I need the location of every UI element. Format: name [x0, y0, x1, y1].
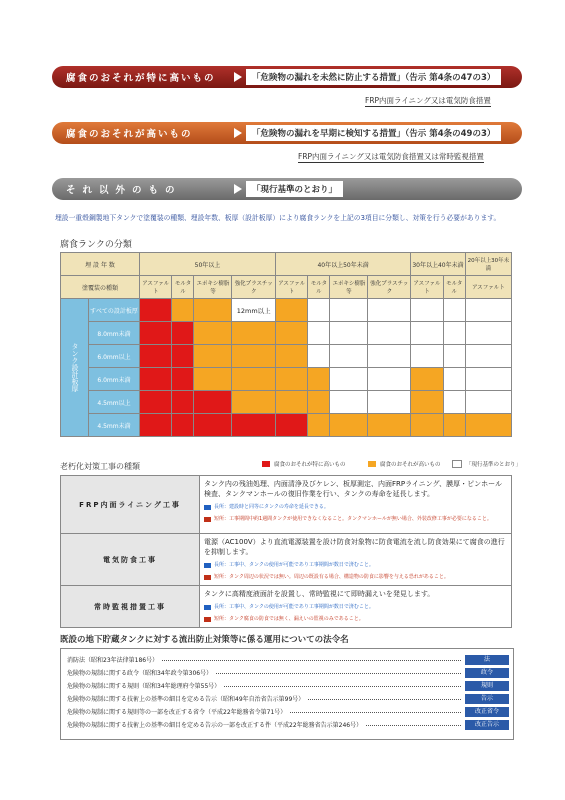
rank-cell — [411, 345, 443, 368]
law-text: 危険物の規制に関する規則等の一部を改正する省令（平成22年総務省令第71号） — [67, 709, 287, 716]
rank-cell — [194, 345, 232, 368]
rank-cell — [368, 299, 411, 322]
rank-cell — [172, 345, 194, 368]
rank-cell — [275, 299, 307, 322]
rank-band-sub: FRP内面ライニング又は電気防食措置又は常時監視措置 — [298, 152, 484, 161]
law-item — [61, 666, 513, 679]
rank-cell — [140, 322, 172, 345]
rank-cell — [465, 322, 511, 345]
measure-desc: タンクに高精度液面計を設置し、常時監視にて即時漏えいを発見します。 — [204, 590, 435, 598]
rank-cell — [140, 345, 172, 368]
year-header-label: 埋 設 年 数 — [61, 253, 140, 276]
leader-dots — [366, 724, 461, 726]
rank-cell — [330, 322, 368, 345]
law-item — [61, 718, 513, 731]
rank-cell — [140, 414, 172, 437]
rank-cell — [308, 322, 330, 345]
pro-icon — [204, 563, 211, 568]
rank-cell — [411, 414, 443, 437]
coat-header: モルタル — [443, 276, 465, 299]
rank-cell — [411, 299, 443, 322]
measure-desc: 電源（AC100V）より直流電源装置を設け防食対象物に防食電流を流し防食効果にて腐食の進行を抑制します。 — [204, 538, 505, 556]
row-label: 8.0mm未満 — [89, 322, 140, 345]
section-title-laws: 既設の地下貯蔵タンクに対する流出防止対策等に係る運用についての法令名 — [60, 635, 349, 645]
rank-cell — [308, 345, 330, 368]
coat-header: 強化プラスチック — [232, 276, 276, 299]
intro-text: 埋設一重殻鋼製地下タンクで塗覆装の種類、埋設年数、板厚（設計板厚）により腐食ランクを上記の3項目に分類し、対策を行う必要があります。 — [55, 214, 501, 222]
legend-item-red — [262, 460, 346, 468]
measure-pro: 長所：工事中、タンクの使用が可能であり工事期間が数日で済むこと。 — [214, 604, 374, 610]
rank-cell — [411, 368, 443, 391]
section-title-rank: 腐食ランクの分類 — [60, 240, 132, 250]
rank-band-high — [52, 122, 522, 144]
rank-cell — [368, 322, 411, 345]
measure-con: 短所：タンク腐食の防食では無く、漏えいの監視のみであること。 — [214, 616, 364, 622]
law-text: 危険物の規制に関する政令（昭和34年政令第306号） — [67, 670, 213, 677]
legend-item-white — [452, 460, 521, 468]
measure-pro: 長所：工事中、タンクの使用が可能であり工事期間が数日で済むこと。 — [214, 562, 374, 568]
laws-list — [60, 648, 514, 740]
rank-table — [60, 252, 512, 437]
rank-cell — [194, 391, 232, 414]
rank-cell — [368, 368, 411, 391]
rank-cell — [443, 322, 465, 345]
coat-header-label: 塗覆装の種類 — [61, 276, 140, 299]
rank-cell — [172, 414, 194, 437]
law-tag: 法 — [465, 655, 509, 665]
pro-icon — [204, 605, 211, 610]
section-title-measures: 老朽化対策工事の種類 — [60, 462, 140, 471]
coat-header: 強化プラスチック — [368, 276, 411, 299]
rank-cell — [330, 345, 368, 368]
rank-row — [61, 299, 512, 322]
law-item — [61, 692, 513, 705]
rank-cell — [368, 345, 411, 368]
law-tag: 規則 — [465, 681, 509, 691]
law-tag: 告示 — [465, 694, 509, 704]
measure-pro: 長所：建設時と同等にタンクの寿命を延長できる。 — [214, 504, 329, 510]
rank-band-measure: 「危険物の漏れを未然に防止する措置」（告示 第4条の47の3） — [246, 69, 501, 85]
legend-label: 腐食のおそれが特に高いもの — [274, 462, 346, 468]
rank-band-label: 腐食のおそれが特に高いもの — [66, 73, 216, 84]
law-tag: 改正告示 — [465, 720, 509, 730]
measure-row — [61, 476, 512, 534]
legend-swatch — [368, 461, 376, 467]
measure-name: 電気防食工事 — [61, 534, 200, 586]
rank-row — [61, 368, 512, 391]
rank-band-label: 腐食のおそれが高いもの — [66, 129, 193, 140]
rank-cell — [443, 299, 465, 322]
rank-band-label: それ以外のもの — [66, 185, 182, 196]
rank-cell — [368, 391, 411, 414]
rank-cell — [194, 322, 232, 345]
rank-cell — [232, 345, 276, 368]
rank-cell — [140, 391, 172, 414]
legend-item-orange — [368, 460, 441, 468]
leader-dots — [308, 698, 461, 700]
rank-cell — [172, 368, 194, 391]
rank-cell — [232, 322, 276, 345]
law-text: 消防法（昭和23年法律第186号） — [67, 657, 159, 664]
year-header: 50年以上 — [140, 253, 276, 276]
rank-cell — [465, 299, 511, 322]
coat-header: エポキシ樹脂等 — [194, 276, 232, 299]
rank-cell — [275, 368, 307, 391]
rank-cell — [140, 299, 172, 322]
row-label: 4.5mm未満 — [89, 414, 140, 437]
rank-cell — [308, 414, 330, 437]
pro-icon — [204, 505, 211, 510]
law-tag: 改正省令 — [465, 707, 509, 717]
rank-cell — [443, 368, 465, 391]
law-item — [61, 705, 513, 718]
legend-swatch — [452, 460, 462, 468]
rank-row — [61, 391, 512, 414]
rank-cell — [275, 414, 307, 437]
measure-row — [61, 586, 512, 628]
arrow-right-icon — [234, 128, 242, 138]
coat-header: モルタル — [308, 276, 330, 299]
rank-cell: 12mm以上 — [232, 299, 276, 322]
rank-cell — [194, 368, 232, 391]
row-label: 6.0mm以上 — [89, 345, 140, 368]
con-icon — [204, 575, 211, 580]
rank-cell — [232, 368, 276, 391]
measure-row — [61, 534, 512, 586]
rank-cell — [275, 345, 307, 368]
legend-label: 腐食のおそれが高いもの — [380, 462, 441, 468]
rank-cell — [308, 391, 330, 414]
coat-header: アスファルト — [411, 276, 443, 299]
measure-con: 短所：タンク周辺の状況では無い。周辺の既設有る場合、構造物の防食に影響を与える恐れがあること。 — [214, 574, 449, 580]
rank-cell — [330, 368, 368, 391]
rank-cell — [368, 414, 411, 437]
rank-row — [61, 322, 512, 345]
arrow-right-icon — [234, 184, 242, 194]
rank-cell — [465, 414, 511, 437]
rank-cell — [232, 391, 276, 414]
rank-cell — [194, 299, 232, 322]
rank-cell — [172, 299, 194, 322]
rank-cell — [308, 368, 330, 391]
rank-band-measure: 「現行基準のとおり」 — [246, 181, 343, 197]
rank-cell — [275, 391, 307, 414]
legend-swatch — [262, 461, 270, 467]
coat-header: アスファルト — [275, 276, 307, 299]
coat-header: エポキシ樹脂等 — [330, 276, 368, 299]
year-header: 20年以上30年未満 — [465, 253, 511, 276]
rank-cell — [172, 391, 194, 414]
year-header: 30年以上40年未満 — [411, 253, 465, 276]
rank-cell — [411, 322, 443, 345]
rank-cell — [275, 322, 307, 345]
rank-cell — [140, 368, 172, 391]
leader-dots — [290, 711, 461, 713]
rank-cell — [194, 414, 232, 437]
rank-cell — [172, 322, 194, 345]
rank-cell — [443, 345, 465, 368]
rank-band-very-high — [52, 66, 522, 88]
measure-name: FRP内面ライニング工事 — [61, 476, 200, 534]
law-item — [61, 653, 513, 666]
leader-dots — [162, 659, 461, 661]
measures-table — [60, 475, 512, 628]
rank-band-other — [52, 178, 522, 200]
rank-cell — [465, 345, 511, 368]
row-label: 6.0mm未満 — [89, 368, 140, 391]
row-label: 4.5mm以上 — [89, 391, 140, 414]
rank-band-sub: FRP内面ライニング又は電気防食措置 — [365, 96, 491, 105]
con-icon — [204, 517, 211, 522]
law-text: 危険物の規制に関する規則（昭和34年総理府令第55号） — [67, 683, 221, 690]
measure-name: 常時監視措置工事 — [61, 586, 200, 628]
rank-cell — [465, 391, 511, 414]
rank-cell — [411, 391, 443, 414]
law-text: 危険物の規制に関する技術上の基準の細目を定める告示の一部を改正する件（平成22年総務省告示第246号） — [67, 722, 363, 729]
rank-cell — [443, 391, 465, 414]
rank-cell — [465, 368, 511, 391]
coat-header: アスファルト — [140, 276, 172, 299]
law-item — [61, 679, 513, 692]
leader-dots — [224, 685, 461, 687]
leader-dots — [216, 672, 461, 674]
rank-row — [61, 345, 512, 368]
law-tag: 政令 — [465, 668, 509, 678]
year-header: 40年以上50年未満 — [275, 253, 410, 276]
side-label: タンク設計板厚 — [61, 299, 89, 437]
law-text: 危険物の規制に関する技術上の基準の細目を定める告示（昭和49年自治省告示第99号） — [67, 696, 305, 703]
rank-band-measure: 「危険物の漏れを早期に検知する措置」（告示 第4条の49の3） — [246, 125, 501, 141]
rank-cell — [232, 414, 276, 437]
measure-desc: タンク内の残油処理、内面清浄及びケレン、板厚測定、内面FRPライニング、膜厚・ピンホール検査、タンクマンホールの復旧作業を行い、タンクの寿命を延長します。 — [204, 480, 503, 498]
rank-row — [61, 414, 512, 437]
coat-header: アスファルト — [465, 276, 511, 299]
rank-cell — [308, 299, 330, 322]
row-label: すべての設計板厚 — [89, 299, 140, 322]
rank-cell — [330, 299, 368, 322]
con-icon — [204, 617, 211, 622]
rank-cell — [330, 414, 368, 437]
measure-con: 短所：工事期間中約1週間タンクが使用できなくなること。タンクマンホールが無い場合、外装改修工事が必要になること。 — [214, 516, 492, 522]
coat-header: モルタル — [172, 276, 194, 299]
arrow-right-icon — [234, 72, 242, 82]
rank-cell — [330, 391, 368, 414]
rank-cell — [443, 414, 465, 437]
legend-label: 「現行基準のとおり」 — [466, 462, 522, 468]
